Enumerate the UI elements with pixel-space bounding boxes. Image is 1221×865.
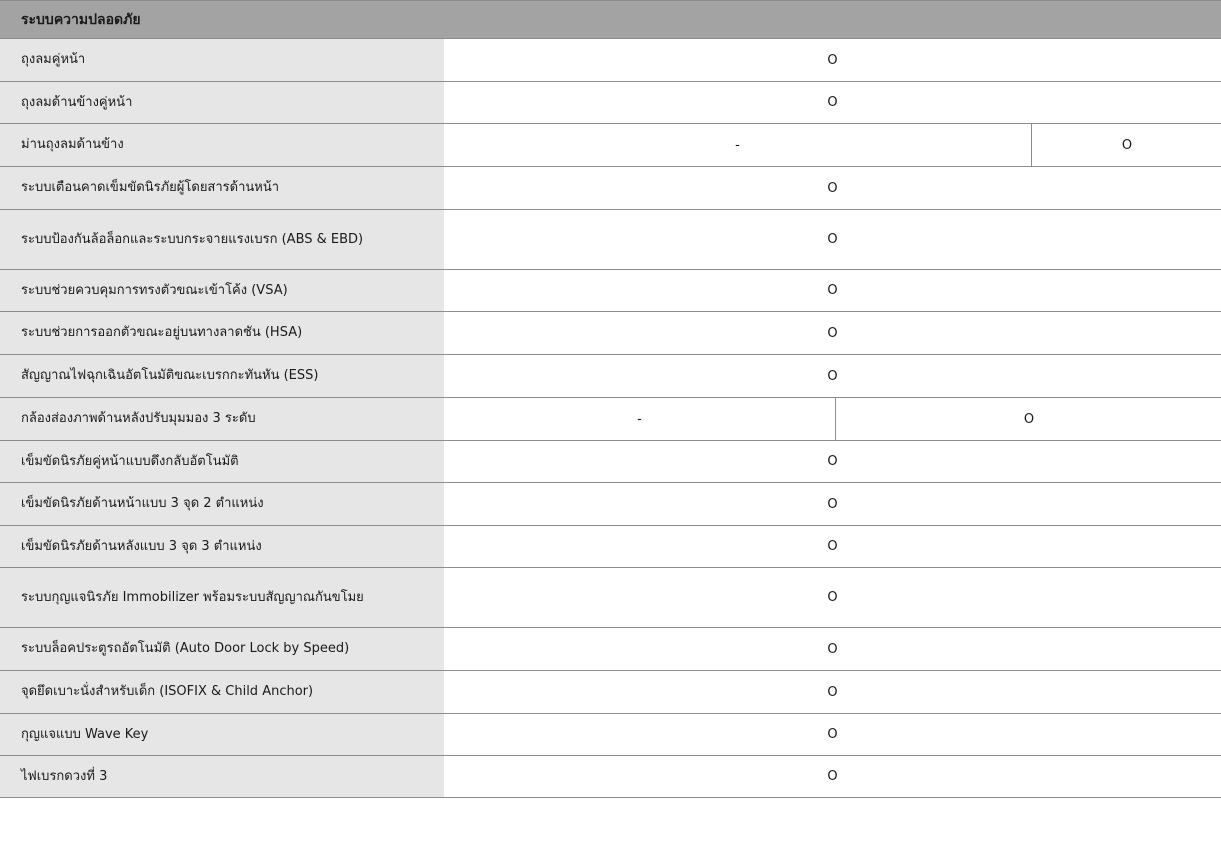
section-header — [0, 1, 1221, 39]
value-cell: O — [827, 454, 838, 469]
table-row — [0, 39, 1221, 82]
value-cell: O — [827, 769, 838, 784]
row-label: ม่านถุงลมด้านข้าง — [0, 124, 444, 166]
row-label: ไฟเบรกดวงที่ 3 — [0, 756, 444, 797]
value-cell: O — [827, 684, 838, 700]
table-row — [0, 568, 1221, 628]
row-values — [444, 441, 1221, 482]
value-cell: O — [827, 641, 838, 657]
value-cell: O — [827, 539, 838, 554]
value-cell: O — [827, 95, 838, 110]
table-row — [0, 671, 1221, 714]
row-label: ถุงลมด้านข้างคู่หน้า — [0, 82, 444, 123]
row-values — [444, 398, 1221, 440]
value-cell: O — [827, 52, 838, 68]
table-row — [0, 124, 1221, 167]
row-label: กุญแจแบบ Wave Key — [0, 714, 444, 755]
row-values — [444, 39, 1221, 81]
value-cell: O — [827, 368, 838, 384]
table-row — [0, 526, 1221, 568]
table-row — [0, 82, 1221, 124]
value-cell: - — [735, 137, 740, 153]
row-values — [444, 210, 1221, 269]
row-label: ระบบล็อคประตูรถอัตโนมัติ (Auto Door Lock by Speed) — [0, 628, 444, 670]
row-values — [444, 628, 1221, 670]
row-values — [444, 483, 1221, 525]
row-label: ระบบช่วยการออกตัวขณะอยู่บนทางลาดชัน (HSA) — [0, 312, 444, 354]
value-cell: O — [835, 398, 1221, 440]
row-values — [444, 167, 1221, 209]
value-cell: O — [827, 325, 838, 341]
row-label: เข็มขัดนิรภัยด้านหน้าแบบ 3 จุด 2 ตำแหน่ง — [0, 483, 444, 525]
row-values — [444, 124, 1221, 166]
row-label: ระบบเตือนคาดเข็มขัดนิรภัยผู้โดยสารด้านหน้า — [0, 167, 444, 209]
value-cell: O — [1031, 124, 1221, 166]
table-row — [0, 210, 1221, 270]
table-row — [0, 398, 1221, 441]
table-row — [0, 355, 1221, 398]
table-row — [0, 756, 1221, 798]
table-row — [0, 270, 1221, 312]
row-label: เข็มขัดนิรภัยด้านหลังแบบ 3 จุด 3 ตำแหน่ง — [0, 526, 444, 567]
row-values — [444, 526, 1221, 567]
row-values — [444, 82, 1221, 123]
table-row — [0, 628, 1221, 671]
value-cell: O — [827, 727, 838, 742]
table-row — [0, 167, 1221, 210]
row-label: เข็มขัดนิรภัยคู่หน้าแบบดึงกลับอัตโนมัติ — [0, 441, 444, 482]
row-label: จุดยึดเบาะนั่งสำหรับเด็ก (ISOFIX & Child Anchor) — [0, 671, 444, 713]
row-values — [444, 312, 1221, 354]
row-label: ถุงลมคู่หน้า — [0, 39, 444, 81]
row-values — [444, 270, 1221, 311]
table-row — [0, 483, 1221, 526]
table-row — [0, 441, 1221, 483]
row-label: สัญญาณไฟฉุกเฉินอัตโนมัติขณะเบรกกะทันหัน (ESS) — [0, 355, 444, 397]
value-cell: O — [827, 590, 838, 605]
value-cell: O — [827, 180, 838, 196]
row-label: ระบบป้องกันล้อล็อกและระบบกระจายแรงเบรก (ABS & EBD) — [0, 210, 444, 269]
row-label: ระบบกุญแจนิรภัย Immobilizer พร้อมระบบสัญญาณกันขโมย — [0, 568, 444, 627]
table-row — [0, 714, 1221, 756]
row-values — [444, 756, 1221, 797]
value-cell: O — [827, 496, 838, 512]
table-row — [0, 312, 1221, 355]
row-label: ระบบช่วยควบคุมการทรงตัวขณะเข้าโค้ง (VSA) — [0, 270, 444, 311]
row-values — [444, 568, 1221, 627]
spec-rows — [0, 39, 1221, 798]
row-label: กล้องส่องภาพด้านหลังปรับมุมมอง 3 ระดับ — [0, 398, 444, 440]
section-title: ระบบความปลอดภัย — [21, 12, 141, 28]
value-cell: - — [637, 411, 642, 427]
value-cell: O — [827, 283, 838, 298]
row-values — [444, 355, 1221, 397]
row-values — [444, 714, 1221, 755]
value-cell: O — [827, 232, 838, 247]
row-values — [444, 671, 1221, 713]
